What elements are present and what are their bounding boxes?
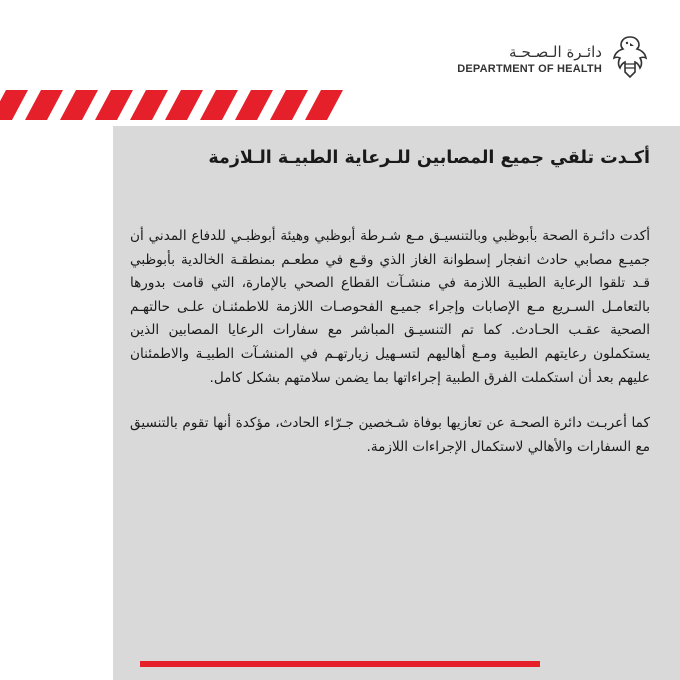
logo-text	[457, 42, 602, 76]
bottom-accent-bar	[140, 661, 540, 667]
department-logo	[457, 34, 650, 84]
red-warning-stripes	[0, 90, 345, 120]
article-paragraph-2: كما أعربـت دائرة الصحـة عن تعازيها بوفاة شـخصين جـرّاء الحادث، مؤكدة أنها تقوم بالتنسيق مع السفارات والأهالي لاستكمال الإجراءات اللازمة.	[130, 415, 650, 455]
article-paragraph-1: أكدت دائـرة الصحة بأبوظبي وبالتنسيـق مـع شـرطة أبوظبي وهيئة أبوظبـي للدفاع المدني أن جميـع مصابي حادث انفجار إسطوانة الغاز الذي وقـع في مطعـم بمنطقـة الخالدية بأبوظبي قـد تلقوا الرعاية الطبيـة اللازمة في منشـآت القطاع الصحي بالإمارة، التي قامت بدورها بالتعامـل السـريع مـع الإصابات وإجراء جميـع الفحوصـات اللازمة للاطمئنـان علـى حالتهـم الصحية عقـب الحـادث. كما تم التنسيـق المباشر مع سفارات الرعايا المصابين الذين يستكملون رعايتهم الطبية ومـع أهاليهم لتسـهيل زيارتهـم في المنشـآت الطبيـة والاطمئنان عليهم بعد أن استكملت الفرق الطبية إجراءاتها بما يضمن سلامتهم بشكل كامل.	[130, 228, 650, 386]
falcon-emblem-icon	[610, 34, 650, 84]
article-body	[130, 225, 650, 481]
logo-arabic-name: دائـرة الـصـحـة	[509, 43, 602, 61]
logo-english-name: DEPARTMENT OF HEALTH	[457, 63, 602, 75]
article-headline: أكـدت تلقي جميع المصابين للـرعاية الطبيـة الـلازمة	[208, 148, 650, 168]
